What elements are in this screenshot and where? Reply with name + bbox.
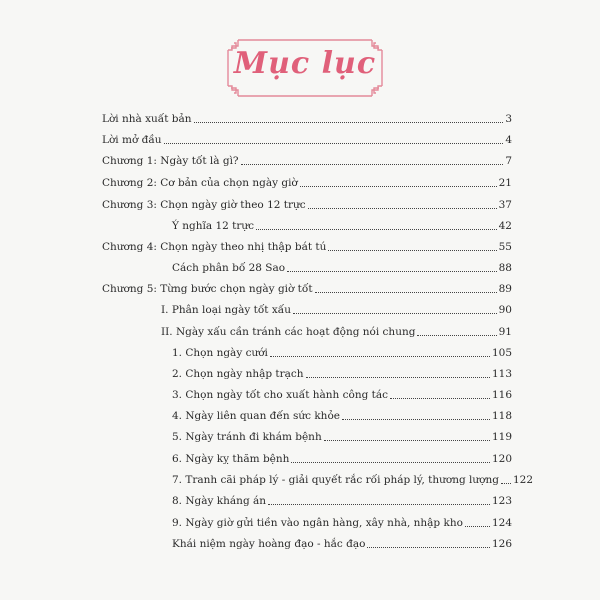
toc-entry-label: 7. Tranh cãi pháp lý - giải quyết rắc rối pháp lý, thương lượng <box>172 474 499 486</box>
toc-entry[interactable] <box>172 259 512 275</box>
toc-entry-page: 124 <box>491 517 512 529</box>
leader-dots <box>328 250 496 251</box>
toc-entry-page: 123 <box>491 495 512 507</box>
toc-entry-label: II. Ngày xấu cần tránh các hoạt động nói chung <box>161 326 416 338</box>
toc-entry-page: 3 <box>505 113 512 125</box>
toc-entry-label: 6. Ngày kỵ thăm bệnh <box>172 453 290 465</box>
toc-entry-label: Ý nghĩa 12 trực <box>172 220 255 232</box>
toc-entry-page: 122 <box>512 474 533 486</box>
toc-entry-label: Chương 5: Từng bước chọn ngày giờ tốt <box>102 283 313 295</box>
toc-entry-page: 116 <box>491 389 512 401</box>
toc-entry-label: Chương 2: Cơ bản của chọn ngày giờ <box>102 177 298 189</box>
toc-entry-page: 91 <box>498 326 512 338</box>
page-title: Mục lục <box>233 46 377 81</box>
leader-dots <box>241 164 504 165</box>
toc-entry-label: Chương 3: Chọn ngày giờ theo 12 trực <box>102 199 306 211</box>
toc-entry-label: Chương 4: Chọn ngày theo nhị thập bát tú <box>102 241 327 253</box>
toc-entry[interactable] <box>172 407 512 423</box>
toc-entry-label: I. Phân loại ngày tốt xấu <box>161 304 291 316</box>
toc-entry-label: 9. Ngày giờ gửi tiền vào ngân hàng, xây nhà, nhập kho <box>172 517 463 529</box>
toc-entry[interactable] <box>172 492 512 508</box>
toc-entry-page: 105 <box>491 347 512 359</box>
leader-dots <box>367 547 490 548</box>
leader-dots <box>308 208 497 209</box>
toc-entry-page: 7 <box>505 155 512 167</box>
toc-entry-page: 113 <box>491 368 512 380</box>
toc-entry[interactable] <box>172 535 512 551</box>
toc-entry-page: 55 <box>498 241 512 253</box>
toc-entry-label: 5. Ngày tránh đi khám bệnh <box>172 431 322 443</box>
toc-entry-page: 126 <box>491 538 512 550</box>
toc-entry[interactable] <box>172 471 533 487</box>
toc-entry-page: 37 <box>498 199 512 211</box>
toc-entry-label: 2. Chọn ngày nhập trạch <box>172 368 304 380</box>
leader-dots <box>300 186 497 187</box>
leader-dots <box>417 335 496 336</box>
leader-dots <box>287 271 497 272</box>
toc-entry-page: 89 <box>498 283 512 295</box>
leader-dots <box>293 313 497 314</box>
leader-dots <box>194 122 504 123</box>
toc-entry[interactable] <box>172 217 512 233</box>
toc-entry-page: 119 <box>491 431 512 443</box>
toc-entry-label: Lời mở đầu <box>102 134 162 146</box>
toc-entry[interactable] <box>172 344 512 360</box>
toc-entry-label: 8. Ngày kháng án <box>172 495 267 507</box>
toc-entry[interactable] <box>172 386 512 402</box>
leader-dots <box>268 504 490 505</box>
toc-entry[interactable] <box>172 450 512 466</box>
toc-entry-label: Khái niệm ngày hoàng đạo - hắc đạo <box>172 538 366 550</box>
toc-entry[interactable] <box>102 238 512 254</box>
toc-entry[interactable] <box>102 110 512 126</box>
leader-dots <box>390 398 490 399</box>
leader-dots <box>324 440 490 441</box>
toc-entry[interactable] <box>161 323 512 339</box>
leader-dots <box>270 356 490 357</box>
leader-dots <box>315 292 497 293</box>
toc-entry[interactable] <box>161 301 512 317</box>
toc-entry[interactable] <box>102 131 512 147</box>
toc-entry-page: 21 <box>498 177 512 189</box>
leader-dots <box>291 462 490 463</box>
toc-entry-page: 120 <box>491 453 512 465</box>
leader-dots <box>465 526 490 527</box>
leader-dots <box>342 419 490 420</box>
toc-entry-label: Cách phân bố 28 Sao <box>172 262 286 274</box>
toc-entry[interactable] <box>172 428 512 444</box>
toc-entry-label: 3. Chọn ngày tốt cho xuất hành công tác <box>172 389 389 401</box>
toc-entry-page: 118 <box>491 410 512 422</box>
leader-dots <box>164 143 504 144</box>
toc-entry[interactable] <box>102 196 512 212</box>
toc-entry-page: 88 <box>498 262 512 274</box>
toc-entry-label: 4. Ngày liên quan đến sức khỏe <box>172 410 340 422</box>
leader-dots <box>501 483 511 484</box>
toc-entry[interactable] <box>172 514 512 530</box>
toc-entry[interactable] <box>102 174 512 190</box>
toc-entry[interactable] <box>102 152 512 168</box>
toc-entry-label: Chương 1: Ngày tốt là gì? <box>102 155 239 167</box>
leader-dots <box>256 229 497 230</box>
leader-dots <box>306 377 490 378</box>
toc-entry-label: Lời nhà xuất bản <box>102 113 192 125</box>
toc-entry[interactable] <box>172 365 512 381</box>
toc-entry[interactable] <box>102 280 512 296</box>
toc-entry-page: 90 <box>498 304 512 316</box>
toc-entry-label: 1. Chọn ngày cưới <box>172 347 268 359</box>
toc-entry-page: 42 <box>498 220 512 232</box>
toc-entry-page: 4 <box>505 134 512 146</box>
